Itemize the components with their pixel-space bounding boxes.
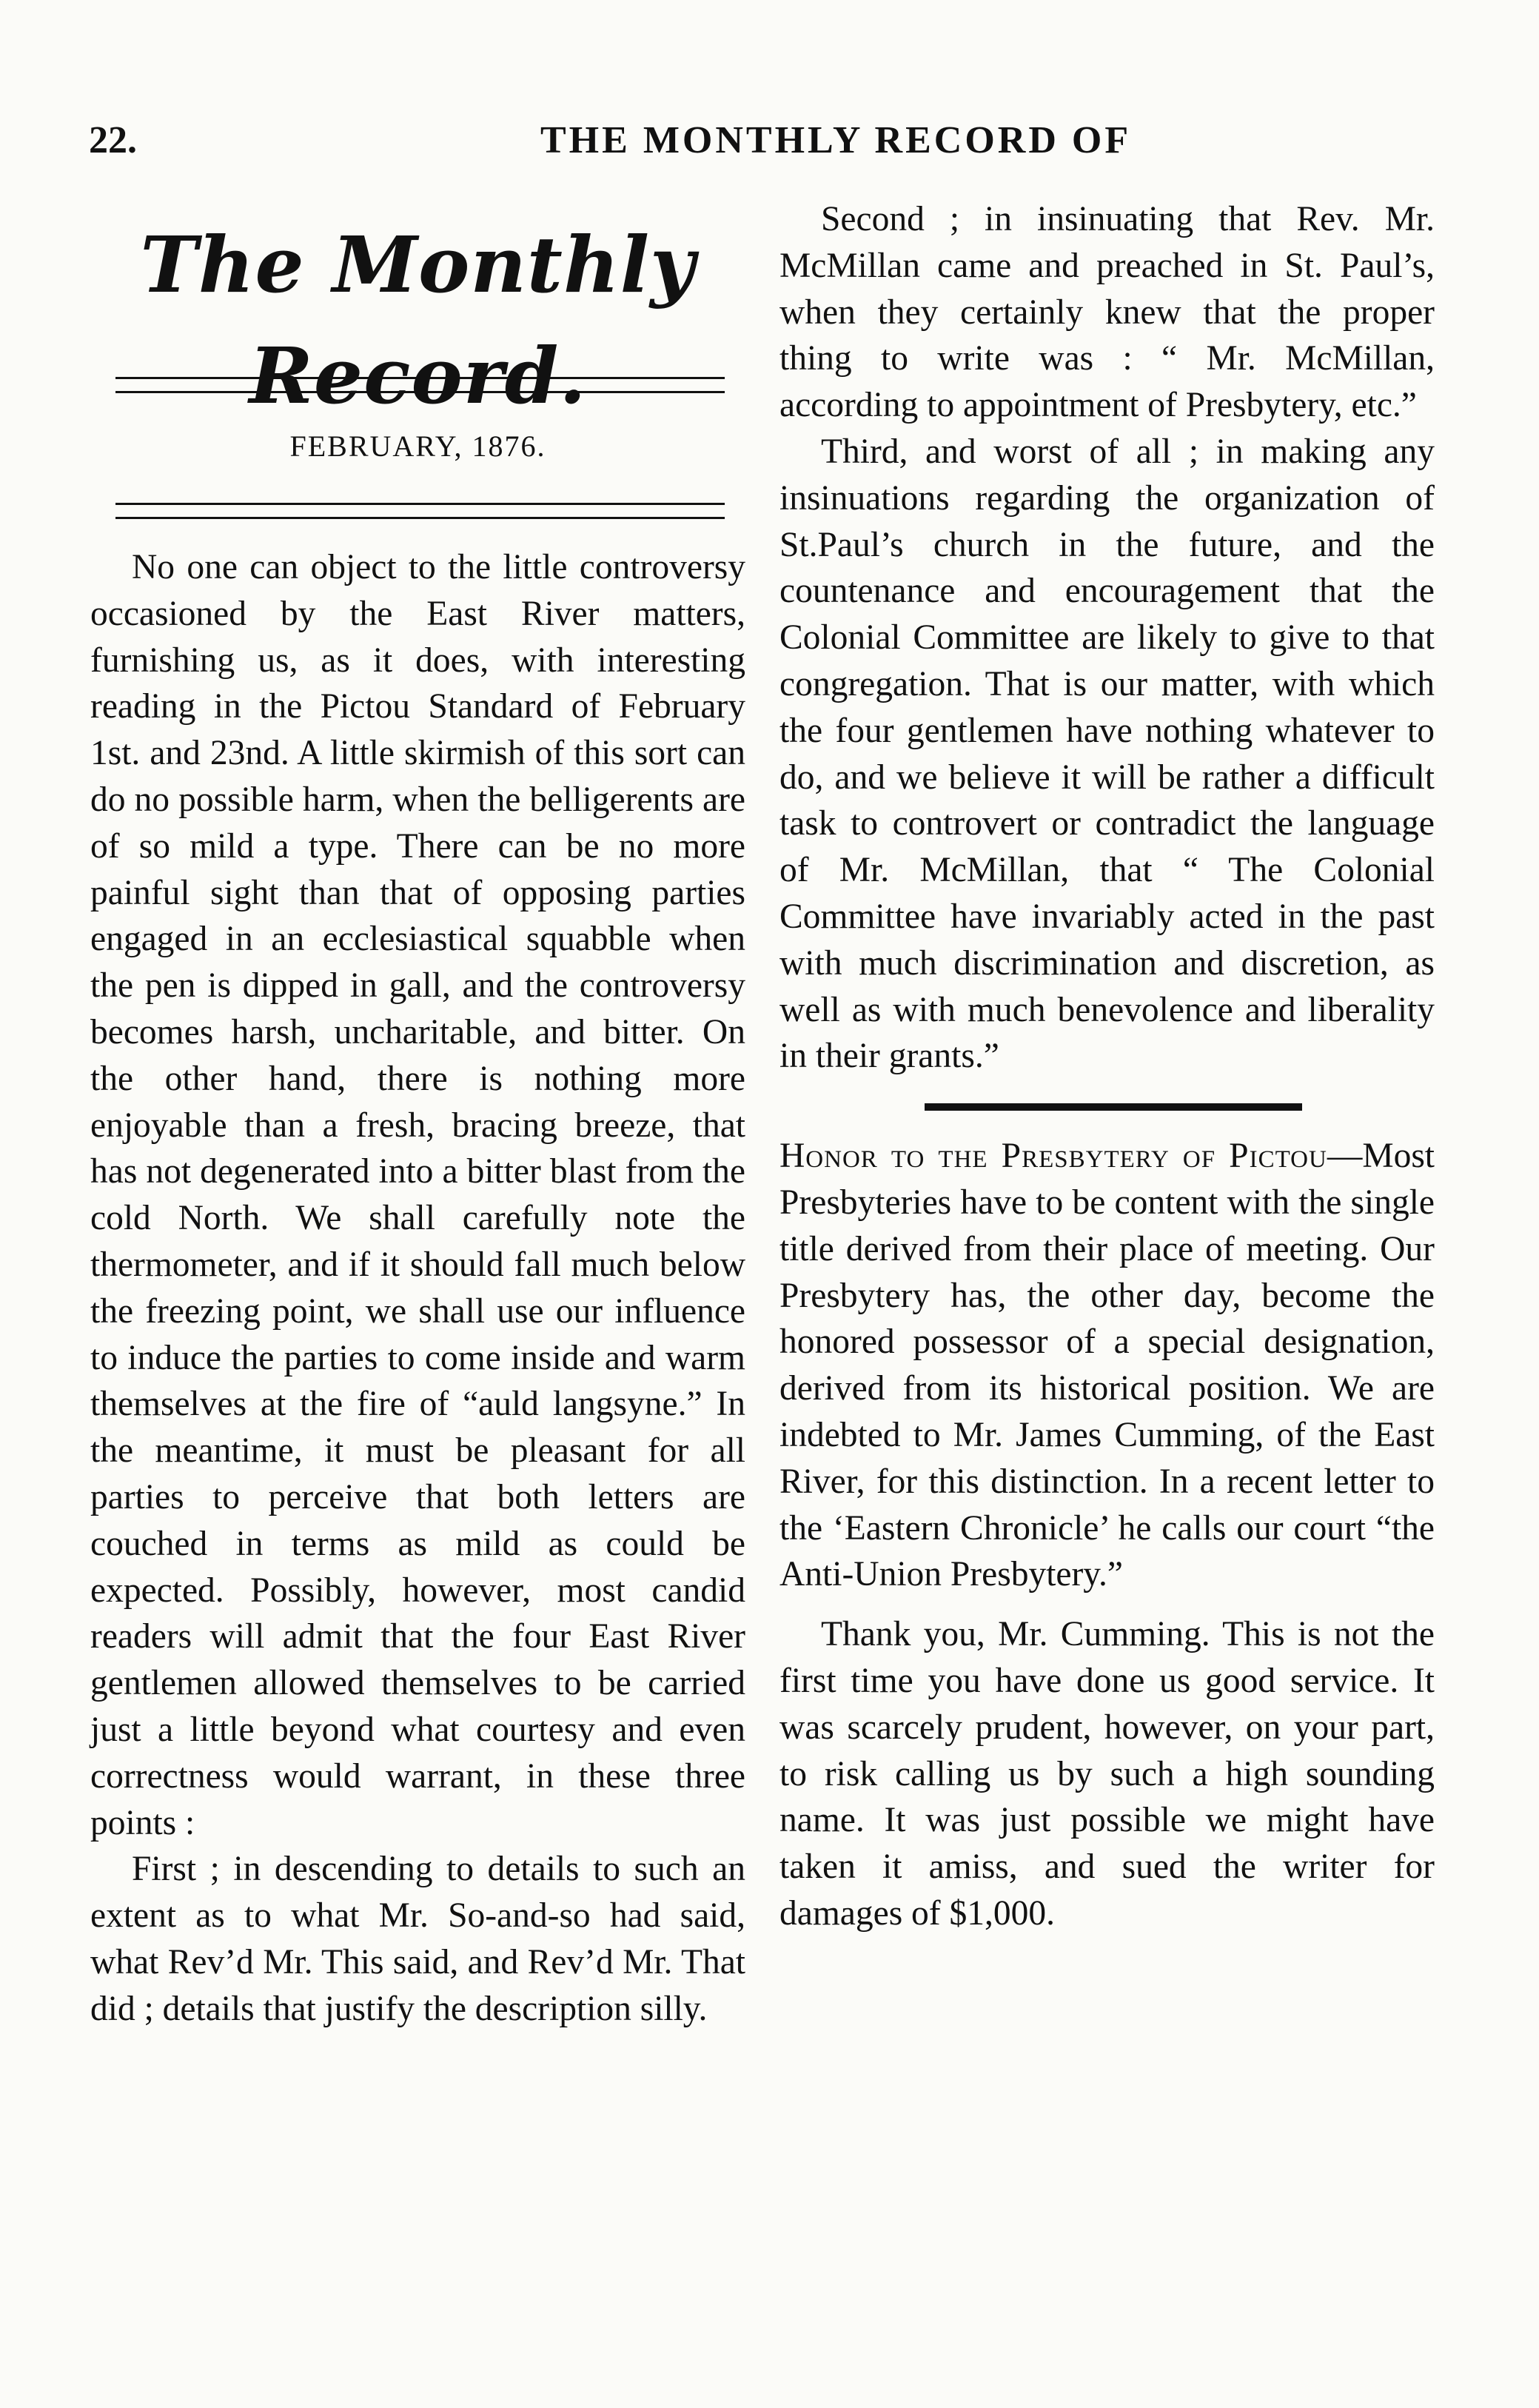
dateline-rule-upper <box>115 503 725 505</box>
dateline-rule-lower <box>115 517 725 519</box>
running-title: THE MONTHLY RECORD OF <box>540 119 1132 161</box>
section-divider <box>925 1103 1302 1111</box>
article-paragraph-3: Second ; in insinuating that Rev. Mr. McMillan came and preached in St. Paul’s, when they certainly knew that the proper thing to write was : “ Mr. McMillan, according to appointment of Presbytery, etc.” <box>779 200 1435 425</box>
article-paragraph-2: First ; in descending to details to such an extent as to what Mr. So-and-so had said, what Rev’d Mr. This said, and Rev’d Mr. That did ; details that justify the description silly. <box>90 1850 745 2028</box>
masthead: The Monthly Record. <box>140 219 696 421</box>
left-column <box>90 196 745 2033</box>
right-column <box>779 196 1435 1937</box>
section-paragraph-1-text: —Most Presbyteries have to be content with the single title derived from their place of meeting. Our Presbytery has, the other day, become the honored possessor of a special designation, derived from its historical position. We are indebted to Mr. James Cumming, of the East River, for this distinction. In a recent letter to the ‘Eastern Chronicle’ he calls our court “the Anti-Union Presbytery.” <box>779 1137 1435 1594</box>
running-head <box>89 118 1495 170</box>
dateline: FEBRUARY, 1876. <box>289 429 546 463</box>
article-paragraph-4: Third, and worst of all ; in making any insinuations regarding the organization of St.Paul’s church in the future, and the countenance and encouragement that the Colonial Committee are likely to give to that congregation. That is our matter, with which the four gentlemen have nothing whatever to do, and we believe it will be rather a difficult task to controvert or contradict the language of Mr. McMillan, that “ The Colonial Committee have invariably acted in the past with much discrimination and discretion, as well as with much benevolence and liberality in their grants.” <box>779 432 1435 1076</box>
page-number: 22. <box>89 119 137 161</box>
article-paragraph-1: No one can object to the little controversy occasioned by the East River matters, furnishing us, as it does, with interesting reading in the Pictou Standard of February 1st. and 23nd. A little skirmish of this sort can do no possible harm, when the belligerents are of so mild a type. There can be no more painful sight than that of opposing parties engaged in an ecclesiastical squabble when the pen is dipped in gall, and the controversy becomes harsh, uncharitable, and bitter. On the other hand, there is nothing more enjoyable than a fresh, bracing breeze, that has not degenerated into a bitter blast from the cold North. We shall carefully note the thermometer, and if it should fall much below the freezing point, we shall use our influence to induce the parties to come inside and warm themselves at the fire of “auld langsyne.” In the meantime, it must be pleasant for all parties to perceive that both letters are couched in terms as mild as could be expected. Possibly, however, most candid readers will admit that the four East River gentlemen allowed themselves to be carried just a little beyond what courtesy and even correctness would warrant, in these three points : <box>90 548 745 1842</box>
section-paragraph-1 <box>779 1133 1435 1598</box>
section-paragraph-2: Thank you, Mr. Cumming. This is not the first time you have done us good service. It was scarcely prudent, however, on your part, to risk calling us by such a high sounding name. It was just possible we might have taken it amiss, and sued the writer for damages of $1,000. <box>779 1615 1435 1933</box>
section-heading: Honor to the Presbytery of Pictou <box>779 1137 1327 1176</box>
